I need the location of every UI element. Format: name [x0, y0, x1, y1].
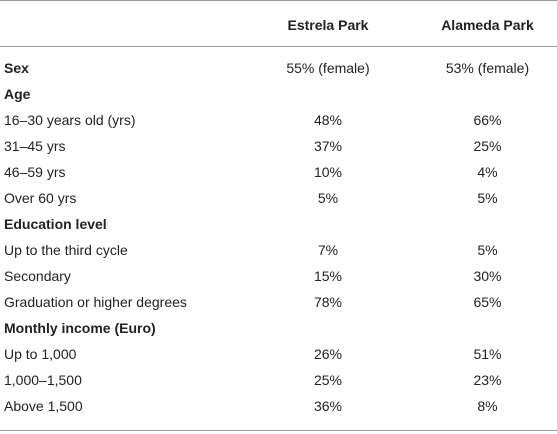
section-row [0, 211, 557, 237]
alameda-park-value: 66% [473, 112, 502, 128]
table-row [0, 367, 557, 393]
table-row [0, 263, 557, 289]
table-header-rule [0, 46, 557, 47]
estrela-park-value: 48% [313, 112, 343, 128]
alameda-park-value: 5% [477, 242, 498, 258]
estrela-park-value: 55% (female) [286, 60, 370, 76]
alameda-park-value: 30% [473, 268, 502, 284]
estrela-park-value: 37% [313, 138, 343, 154]
alameda-park-value: 4% [477, 164, 498, 180]
table-row [0, 159, 557, 185]
estrela-park-value: 36% [313, 398, 343, 414]
alameda-park-value: 25% [473, 138, 502, 154]
row-label: Up to 1,000 [4, 346, 77, 362]
table-row [0, 237, 557, 263]
estrela-park-value: 26% [313, 346, 343, 362]
alameda-park-value: 5% [477, 190, 498, 206]
table-top-rule [0, 0, 557, 1]
row-label: Secondary [4, 268, 71, 284]
alameda-park-value: 53% (female) [445, 60, 530, 76]
header-alameda-park: Alameda Park [441, 17, 534, 33]
alameda-park-value: 23% [473, 372, 502, 388]
table-row [0, 341, 557, 367]
alameda-park-value: 51% [473, 346, 502, 362]
estrela-park-value: 7% [317, 242, 339, 258]
row-label: Above 1,500 [4, 398, 83, 414]
table-row [0, 289, 557, 315]
row-label: Sex [4, 60, 29, 76]
row-label: Monthly income (Euro) [4, 320, 156, 336]
row-label: Up to the third cycle [4, 242, 128, 258]
section-row [0, 315, 557, 341]
table-row [0, 185, 557, 211]
estrela-park-value: 10% [313, 164, 343, 180]
table-row [0, 133, 557, 159]
table-header-row [0, 7, 557, 43]
row-label: 1,000–1,500 [4, 372, 82, 388]
row-label: Age [4, 86, 31, 102]
header-estrela-park: Estrela Park [287, 17, 369, 33]
table-row [0, 393, 557, 419]
table-row [0, 107, 557, 133]
estrela-park-value: 25% [313, 372, 343, 388]
estrela-park-value: 78% [313, 294, 343, 310]
section-row [0, 55, 557, 81]
row-label: Education level [4, 216, 107, 232]
alameda-park-value: 8% [477, 398, 498, 414]
section-row [0, 81, 557, 107]
row-label: 31–45 yrs [4, 138, 66, 154]
row-label: 46–59 yrs [4, 164, 66, 180]
row-label: Over 60 yrs [4, 190, 77, 206]
table-bottom-rule [0, 430, 557, 431]
estrela-park-value: 15% [313, 268, 343, 284]
alameda-park-value: 65% [473, 294, 502, 310]
estrela-park-value: 5% [317, 190, 339, 206]
row-label: Graduation or higher degrees [4, 294, 187, 310]
row-label: 16–30 years old (yrs) [4, 112, 136, 128]
